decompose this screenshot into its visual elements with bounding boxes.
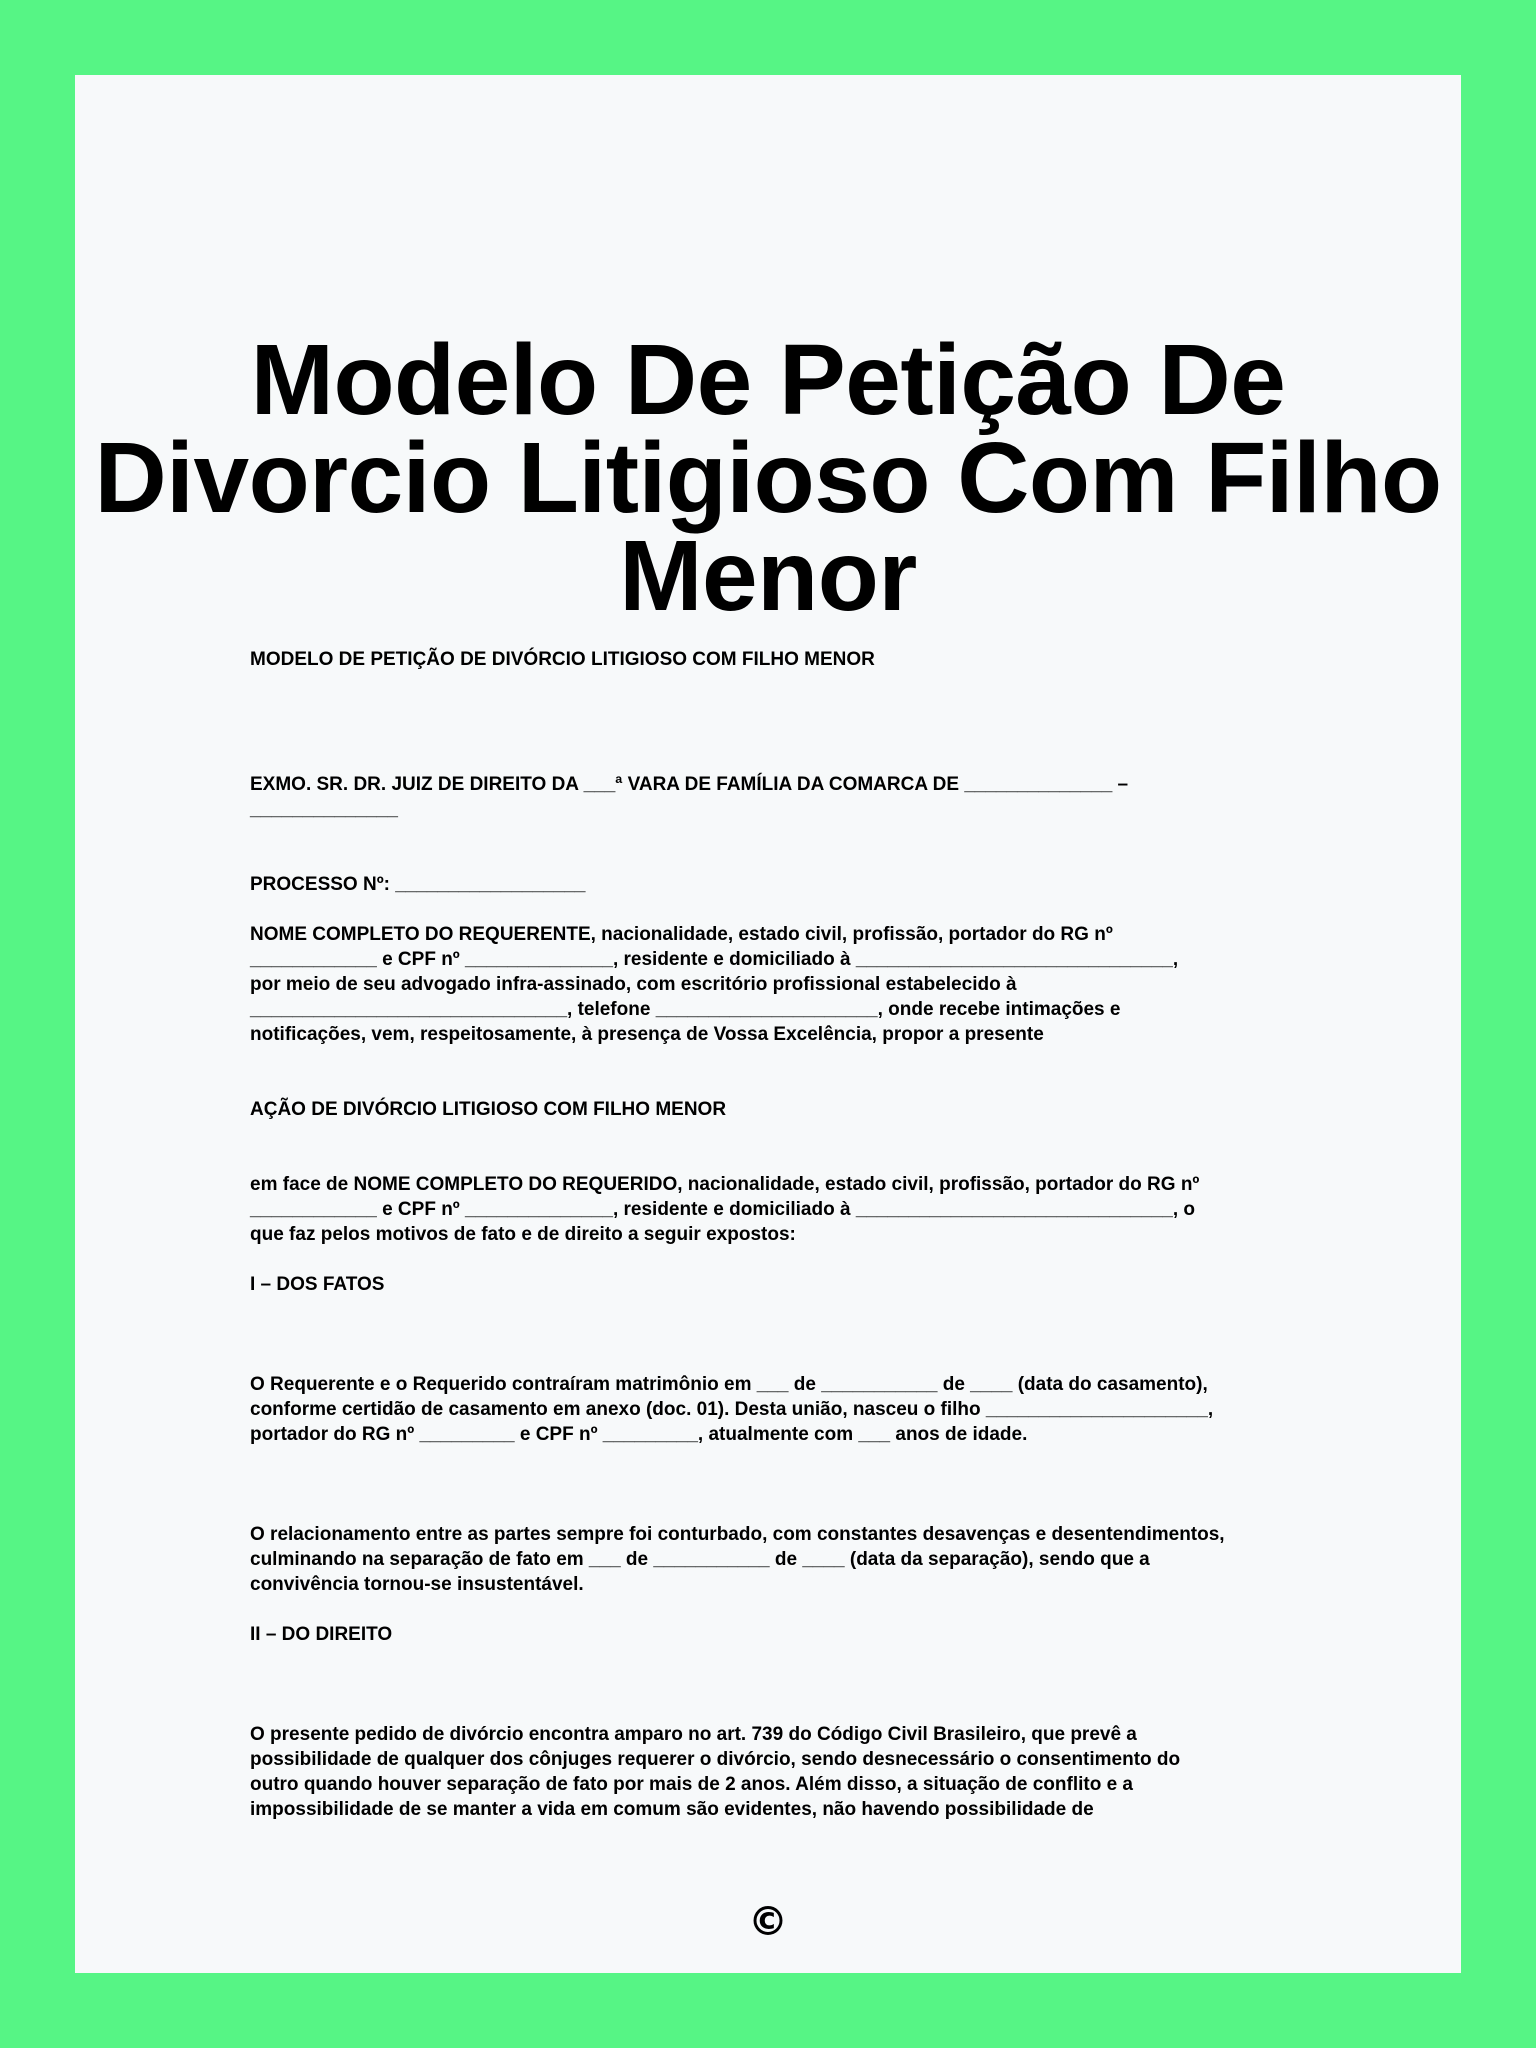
document-page <box>75 75 1461 1973</box>
facts-paragraph-1: O Requerente e o Requerido contraíram matrimônio em ___ de ___________ de ____ (data do casamento), conforme certidão de casamento em anexo (doc. 01). Desta união, nasceu o filho _____________________, portador do RG nº _________ e CPF nº _________, atualmente com ___ anos de idade. <box>250 1374 1214 1445</box>
plaintiff-paragraph: NOME COMPLETO DO REQUERENTE, nacionalidade, estado civil, profissão, portador do RG nº ____________ e CPF nº ______________, residente e domiciliado à ______________________________, por meio de seu advogado infra-assinado, com escritório profissional estabelecido à ______________________________, telefone _____________________, onde recebe intimações e notificações, vem, respeitosamente, à presença de Vossa Excelência, propor a presente <box>250 924 1179 1045</box>
document-heading: MODELO DE PETIÇÃO DE DIVÓRCIO LITIGIOSO COM FILHO MENOR <box>250 649 875 670</box>
addressee-line: EXMO. SR. DR. JUIZ DE DIREITO DA ___ª VARA DE FAMÍLIA DA COMARCA DE ______________ – ______________ <box>250 774 1129 820</box>
action-title: AÇÃO DE DIVÓRCIO LITIGIOSO COM FILHO MENOR <box>250 1099 727 1120</box>
law-paragraph: O presente pedido de divórcio encontra amparo no art. 739 do Código Civil Brasileiro, que prevê a possibilidade de qualquer dos cônjuges requerer o divórcio, sendo desnecessário o consentimento do outro quando houver separação de fato por mais de 2 anos. Além disso, a situação de conflito e a impossibilidade de se manter a vida em comum são evidentes, não havendo possibilidade de <box>250 1724 1181 1820</box>
page-title: Modelo De Petição De Divorcio Litigioso Com Filho Menor <box>94 324 1442 632</box>
defendant-paragraph: em face de NOME COMPLETO DO REQUERIDO, nacionalidade, estado civil, profissão, portador do RG nº ____________ e CPF nº ______________, residente e domiciliado à ______________________________, o que faz pelos motivos de fato e de direito a seguir expostos: <box>250 1174 1200 1245</box>
copyright-icon: © <box>748 1899 788 1945</box>
section-heading-facts: I – DOS FATOS <box>250 1274 385 1295</box>
process-number: PROCESSO Nº: __________________ <box>250 874 586 895</box>
section-heading-law: II – DO DIREITO <box>250 1624 393 1645</box>
facts-paragraph-2: O relacionamento entre as partes sempre foi conturbado, com constantes desavenças e desentendimentos, culminando na separação de fato em ___ de ___________ de ____ (data da separação), sendo que a convivência tornou-se insustentável. <box>250 1524 1225 1595</box>
